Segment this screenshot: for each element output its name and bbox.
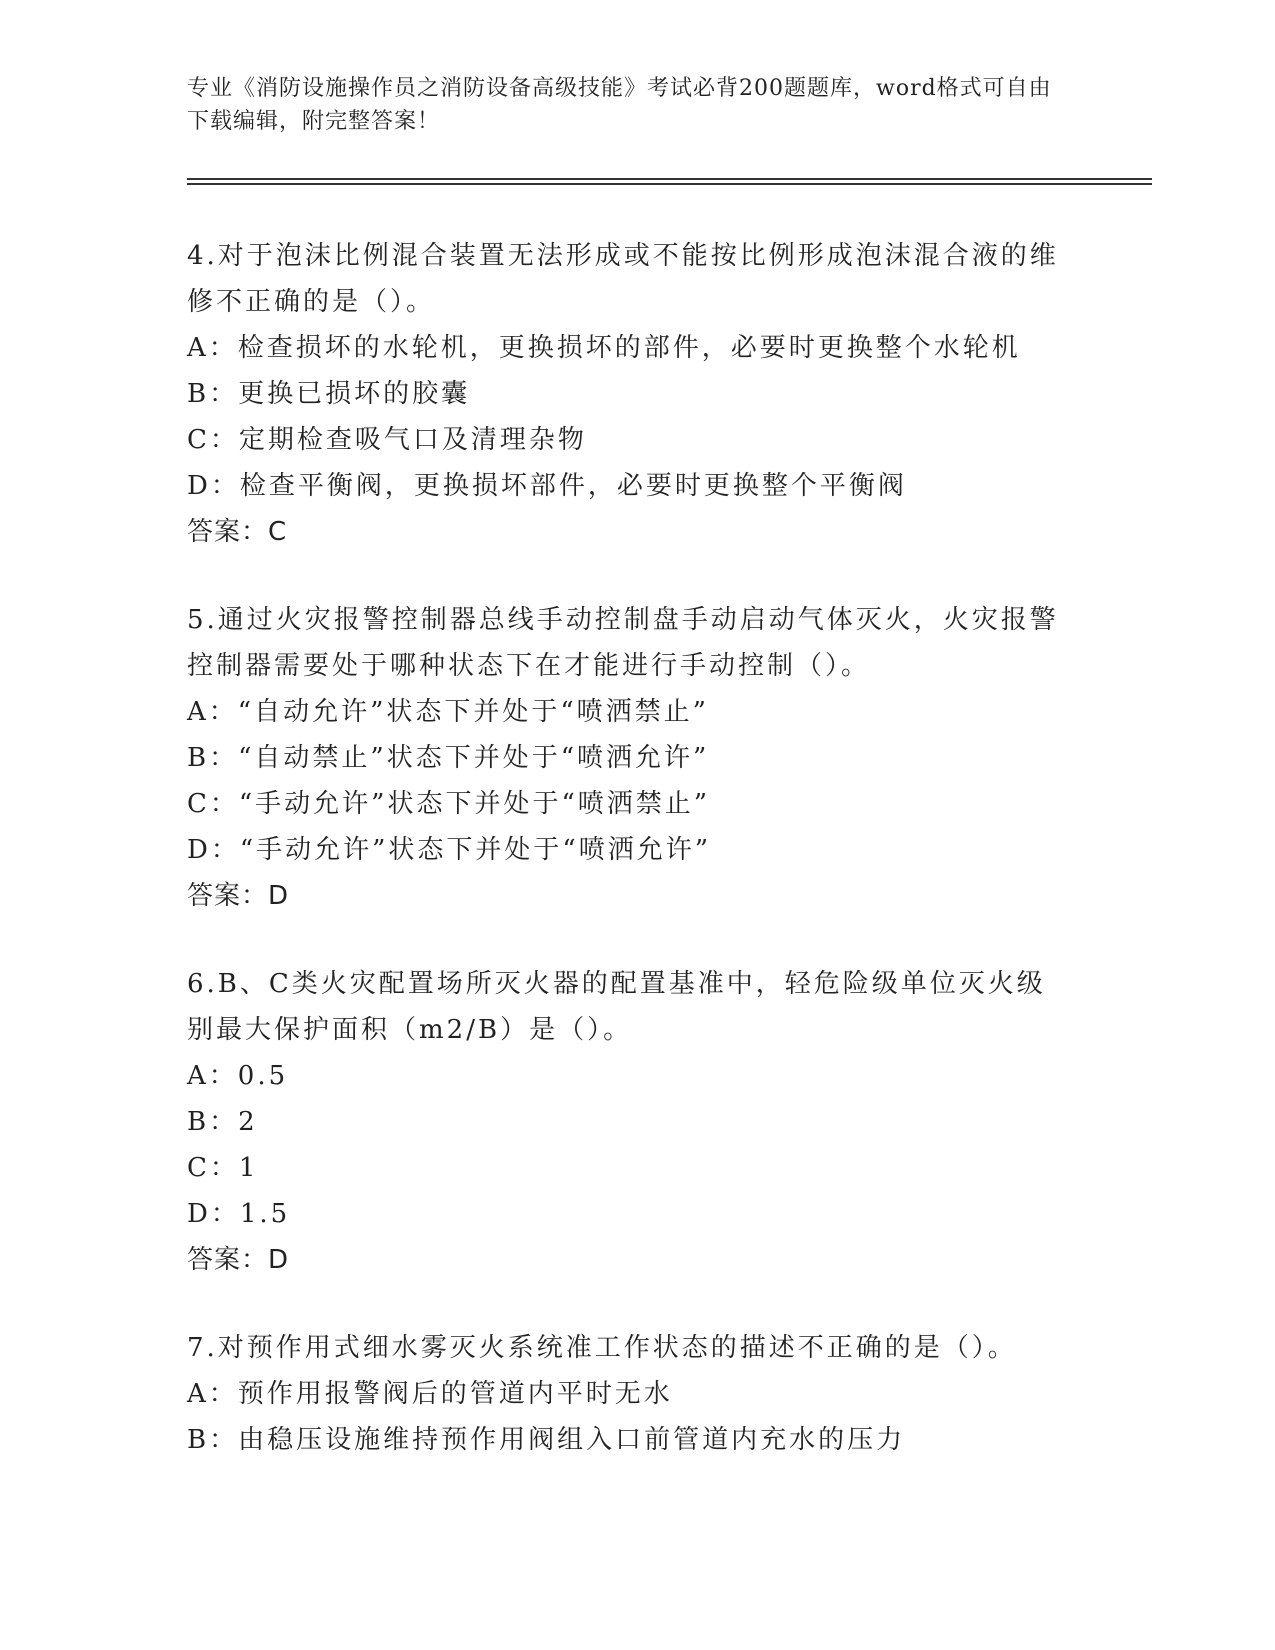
option-b: B：更换已损坏的胶囊 bbox=[187, 379, 471, 409]
option-d: D：1.5 bbox=[187, 1199, 291, 1229]
answer-line: 答案：D bbox=[187, 881, 290, 911]
option-a: A：预作用报警阀后的管道内平时无水 bbox=[187, 1379, 673, 1409]
question-stem: 6.B、C类火灾配置场所灭火器的配置基准中，轻危险级单位灭火级别最大保护面积（m2/B）是（）。 bbox=[187, 969, 1046, 1045]
answer-line: 答案：C bbox=[187, 517, 288, 547]
question-4 bbox=[187, 233, 1087, 555]
question-7 bbox=[187, 1325, 1087, 1463]
question-6 bbox=[187, 961, 1087, 1283]
question-5 bbox=[187, 597, 1087, 919]
header-divider-top bbox=[187, 178, 1152, 180]
question-stem: 5.通过火灾报警控制器总线手动控制盘手动启动气体灭火，火灾报警控制器需要处于哪种状态下在才能进行手动控制（）。 bbox=[187, 605, 1059, 681]
question-stem: 4.对于泡沫比例混合装置无法形成或不能按比例形成泡沫混合液的维修不正确的是（）。 bbox=[187, 241, 1059, 317]
option-a: A：检查损坏的水轮机，更换损坏的部件，必要时更换整个水轮机 bbox=[187, 333, 1021, 363]
question-stem: 7.对预作用式细水雾灭火系统准工作状态的描述不正确的是（）。 bbox=[187, 1333, 1017, 1363]
option-d: D：“手动允许”状态下并处于“喷洒允许” bbox=[187, 835, 712, 865]
option-b: B：2 bbox=[187, 1107, 258, 1137]
answer-line: 答案：D bbox=[187, 1245, 290, 1275]
option-c: C：1 bbox=[187, 1153, 259, 1183]
document-header: 专业《消防设施操作员之消防设备高级技能》考试必背200题题库，word格式可自由下载编辑，附完整答案！ bbox=[187, 76, 1052, 134]
option-a: A：“自动允许”状态下并处于“喷洒禁止” bbox=[187, 697, 709, 727]
option-d: D：检查平衡阀，更换损坏部件，必要时更换整个平衡阀 bbox=[187, 471, 907, 501]
option-a: A：0.5 bbox=[187, 1061, 289, 1091]
option-b: B：由稳压设施维持预作用阀组入口前管道内充水的压力 bbox=[187, 1425, 906, 1455]
option-c: C：“手动允许”状态下并处于“喷洒禁止” bbox=[187, 789, 711, 819]
option-b: B：“自动禁止”状态下并处于“喷洒允许” bbox=[187, 743, 710, 773]
option-c: C：定期检查吸气口及清理杂物 bbox=[187, 425, 587, 455]
header-divider-bottom bbox=[187, 183, 1152, 185]
